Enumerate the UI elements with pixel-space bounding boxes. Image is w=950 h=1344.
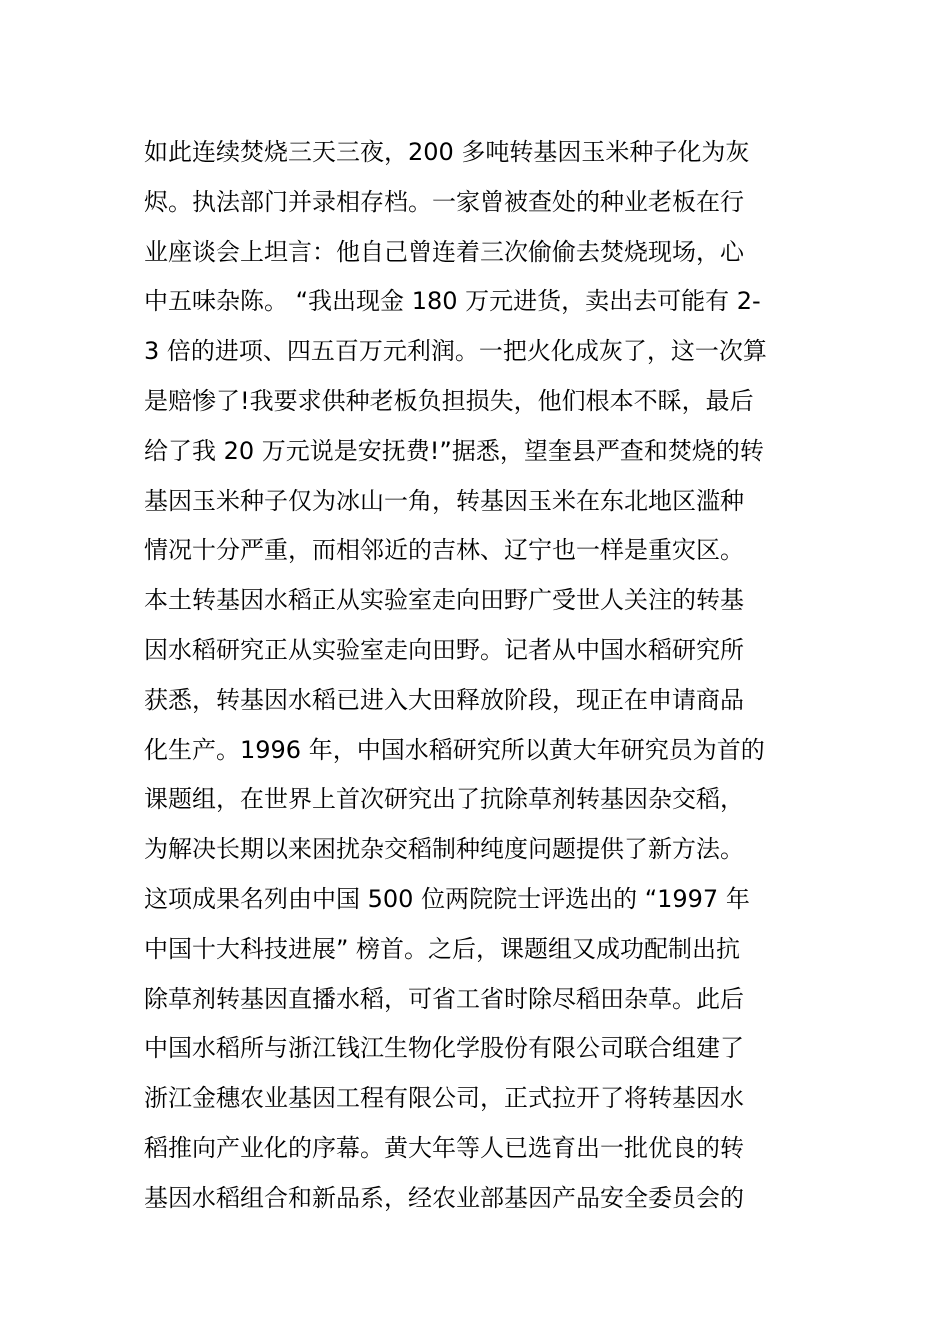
text-line-17: 中国十大科技进展” 榜首。之后，课题组又成功配制出抗 (144, 934, 741, 963)
text-line-22: 基因水稻组合和新品系，经农业部基因产品安全委员会的 (144, 1183, 744, 1212)
text-line-14: 课题组，在世界上首次研究出了抗除草剂转基因杂交稻， (144, 785, 744, 814)
text-line-11: 因水稻研究正从实验室走向田野。记者从中国水稻研究所 (144, 635, 744, 664)
text-line-21: 稻推向产业化的序幕。黄大年等人已选育出一批优良的转 (144, 1133, 744, 1162)
text-line-8: 基因玉米种子仅为冰山一角，转基因玉米在东北地区滥种 (144, 486, 744, 515)
text-line-1: 如此连续焚烧三天三夜，200 多吨转基因玉米种子化为灰 (144, 138, 750, 166)
text-line-20: 浙江金穗农业基因工程有限公司，正式拉开了将转基因水 (144, 1084, 744, 1113)
text-line-7: 给了我 20 万元说是安抚费!”据悉，望奎县严查和焚烧的转 (144, 436, 764, 465)
text-line-6: 是赔惨了!我要求供种老板负担损失，他们根本不睬，最后 (144, 386, 754, 415)
text-line-15: 为解决长期以来困扰杂交稻制种纯度问题提供了新方法。 (144, 835, 744, 864)
text-line-2: 烬。执法部门并录相存档。一家曾被查处的种业老板在行 (144, 187, 744, 216)
text-line-10: 本土转基因水稻正从实验室走向田野广受世人关注的转基 (144, 586, 744, 615)
text-line-13: 化生产。1996 年，中国水稻研究所以黄大年研究员为首的 (144, 735, 765, 764)
body-text (144, 128, 824, 1224)
text-line-19: 中国水稻所与浙江钱江生物化学股份有限公司联合组建了 (144, 1034, 744, 1063)
text-line-4: 中五味杂陈。 “我出现金 180 万元进货，卖出去可能有 2- (144, 287, 761, 316)
text-line-9: 情况十分严重，而相邻近的吉林、辽宁也一样是重灾区。 (144, 536, 744, 565)
text-line-12: 获悉，转基因水稻已进入大田释放阶段，现正在申请商品 (144, 685, 744, 714)
text-line-5: 3 倍的进项、四五百万元利润。一把火化成灰了，这一次算 (144, 337, 767, 366)
text-line-18: 除草剂转基因直播水稻，可省工省时除尽稻田杂草。此后 (144, 984, 744, 1013)
text-line-3: 业座谈会上坦言：他自己曾连着三次偷偷去焚烧现场，心 (144, 237, 744, 266)
text-line-16: 这项成果名列由中国 500 位两院院士评选出的 “1997 年 (144, 884, 750, 913)
